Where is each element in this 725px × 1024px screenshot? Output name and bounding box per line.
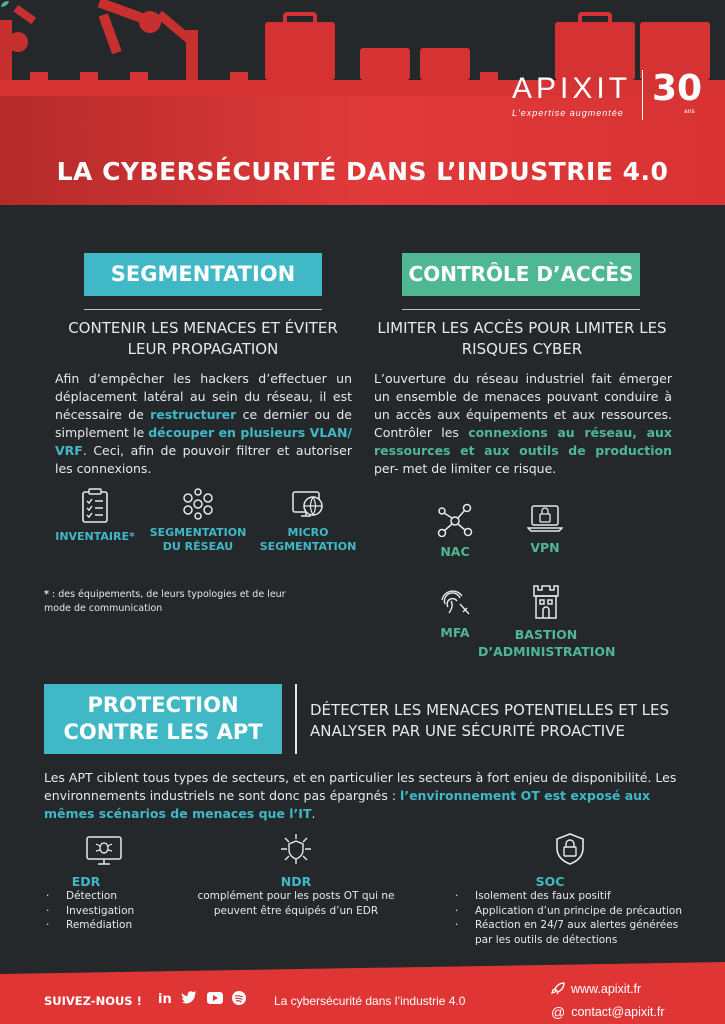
- inventory-label: INVENTAIRE*: [55, 530, 135, 543]
- segmentation-subtitle: CONTENIR LES MENACES ET ÉVITER LEUR PROPAGATION: [68, 319, 338, 358]
- at-icon: @: [551, 1004, 566, 1020]
- footnote: * : des équipements, de leurs typologies et de leur mode de communication: [44, 589, 286, 614]
- bastion-label: BASTION D’ADMINISTRATION: [478, 627, 616, 659]
- linkedin-icon[interactable]: [158, 990, 174, 1006]
- soc-block: [455, 832, 685, 947]
- apt-separator: [295, 684, 297, 754]
- vpn-item: [510, 503, 580, 556]
- header-banner: [0, 0, 725, 205]
- logo-separator: [642, 70, 643, 120]
- list-item: · Application d’un principe de précaution: [455, 904, 685, 919]
- anniversary-number: 30: [652, 68, 703, 109]
- ndr-description: complément pour les posts OT qui ne peuvent être équipés d’un EDR: [197, 890, 395, 917]
- micro-segmentation-item: [258, 488, 358, 554]
- network-segmentation-label: SEGMENTATION DU RÉSEAU: [149, 526, 247, 553]
- page-title: LA CYBERSÉCURITÉ DANS L’INDUSTRIE 4.0: [56, 157, 669, 186]
- social-links: [158, 990, 247, 1006]
- list-item: · Investigation: [46, 904, 164, 919]
- shield-lock-icon: [554, 832, 586, 866]
- inventory-item: [50, 488, 140, 544]
- network-shield-icon: [279, 832, 313, 866]
- laptop-vpn-icon: [527, 503, 563, 533]
- spotify-icon[interactable]: [231, 990, 247, 1006]
- list-item: · Isolement des faux positif: [455, 889, 685, 904]
- fingerprint-icon: [438, 586, 472, 618]
- micro-segmentation-label: MICRO SEGMENTATION: [259, 526, 357, 553]
- mfa-label: MFA: [440, 625, 470, 640]
- access-control-title: CONTRÔLE D’ACCÈS: [402, 253, 640, 296]
- svg-text:in: in: [158, 992, 172, 1006]
- apt-paragraph: Les APT ciblent tous types de secteurs, et en particulier les secteurs à fort enjeu de disponibilité. Les environnements industriels ne sont donc pas épargnés : l’environnement OT est exposé aux mêmes scénarios de menaces que l’IT.: [44, 770, 677, 821]
- apt-subtitle: DÉTECTER LES MENACES POTENTIELLES ET LES ANALYSER PAR UNE SÉCURITÉ PROACTIVE: [310, 701, 669, 740]
- access-rule: [402, 309, 640, 310]
- access-paragraph: L’ouverture du réseau industriel fait émerger un ensemble de menaces pouvant conduire à un accès aux équipements et aux ressources. Contrôler les connexions au réseau, aux ressources et aux outils de production per- met de limiter ce risque.: [374, 371, 672, 476]
- vpn-label: VPN: [530, 540, 560, 555]
- leaf-icon: [0, 0, 10, 8]
- list-item: · Remédiation: [46, 918, 164, 933]
- edr-title: EDR: [71, 874, 101, 889]
- email-text[interactable]: contact@apixit.fr: [571, 1005, 665, 1019]
- segmentation-rule: [84, 309, 322, 310]
- globe-monitor-icon: [291, 488, 325, 520]
- network-segmentation-item: [148, 488, 248, 554]
- twitter-icon[interactable]: [181, 990, 199, 1006]
- ndr-block: [190, 832, 402, 918]
- anniversary-unit: ans: [684, 108, 695, 115]
- ndr-title: NDR: [280, 874, 312, 889]
- edr-list: [46, 889, 164, 933]
- youtube-icon[interactable]: [206, 990, 224, 1006]
- nodes-icon: [437, 503, 473, 537]
- segmentation-paragraph: Afin d’empêcher les hackers d’effectuer un déplacement latéral au sein du réseau, il est nécessaire de restructurer ce dernier ou de simplement le découper en plusieurs VLAN/ VRF. Ceci, afin de pouvoir filtrer et autoriser les connexions.: [55, 371, 352, 476]
- soc-title: SOC: [535, 874, 565, 889]
- footer-caption: La cybersécurité dans l’industrie 4.0: [274, 994, 466, 1008]
- website-link[interactable]: [551, 982, 641, 996]
- tower-icon: [531, 584, 561, 620]
- access-subtitle: LIMITER LES ACCÈS POUR LIMITER LES RISQUES CYBER: [377, 319, 667, 358]
- nac-item: [420, 503, 490, 560]
- monitor-bug-icon: [85, 834, 123, 866]
- segmentation-title: SEGMENTATION: [84, 253, 322, 296]
- apixit-logo[interactable]: [512, 72, 631, 118]
- rocket-icon: [551, 982, 565, 996]
- logo-tagline: L'expertise augmentée: [512, 108, 624, 118]
- network-cluster-icon: [180, 488, 216, 520]
- logo-name: APIXIT: [512, 72, 632, 105]
- apt-protection-title: PROTECTION CONTRE LES APT: [44, 684, 282, 754]
- follow-us-label: SUIVEZ-NOUS !: [44, 994, 142, 1008]
- checklist-icon: [80, 488, 110, 524]
- soc-list: [455, 889, 685, 947]
- bastion-item: [478, 584, 614, 660]
- email-link[interactable]: [551, 1004, 665, 1020]
- list-item: · Réaction en 24/7 aux alertes générées par les outils de détections: [455, 918, 685, 947]
- website-text[interactable]: www.apixit.fr: [571, 982, 642, 996]
- edr-block: [44, 834, 164, 933]
- nac-label: NAC: [440, 544, 470, 559]
- list-item: · Détection: [46, 889, 164, 904]
